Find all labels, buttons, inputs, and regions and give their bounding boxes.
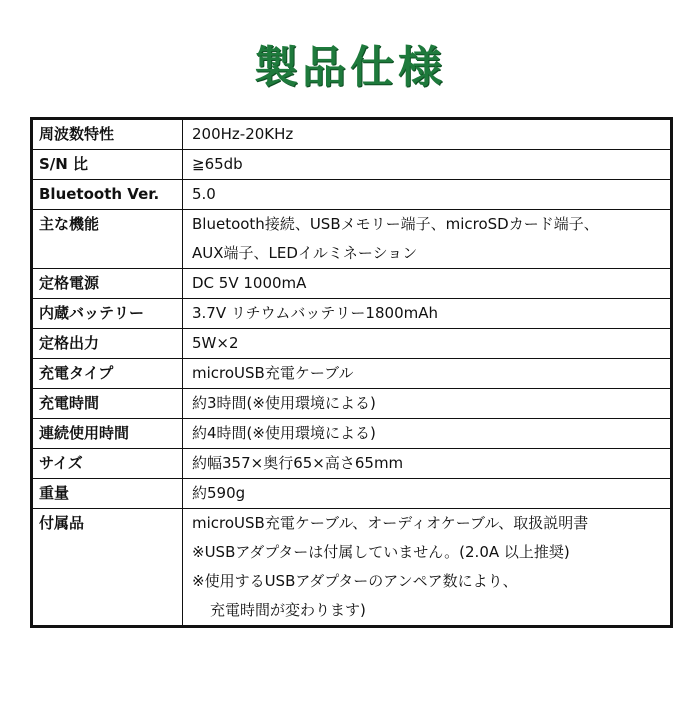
page-title: 製品仕様 <box>254 42 446 93</box>
spec-label: 充電タイプ <box>32 359 183 389</box>
spec-row-sn-ratio <box>32 150 672 180</box>
spec-label: 内蔵バッテリー <box>32 299 183 329</box>
spec-row-bluetooth <box>32 180 672 210</box>
spec-value: 約3時間(※使用環境による) <box>183 389 672 419</box>
spec-value: DC 5V 1000mA <box>183 269 672 299</box>
spec-row-size <box>32 449 672 479</box>
spec-value: ≧65db <box>183 150 672 180</box>
spec-label: サイズ <box>32 449 183 479</box>
spec-value: 3.7V リチウムバッテリー1800mAh <box>183 299 672 329</box>
spec-row-output <box>32 329 672 359</box>
spec-row-usage-time <box>32 419 672 449</box>
spec-label: 周波数特性 <box>32 119 183 150</box>
spec-value: 約幅357×奥行65×高さ65mm <box>183 449 672 479</box>
spec-row-accessories <box>32 509 672 627</box>
spec-value: microUSB充電ケーブル <box>183 359 672 389</box>
spec-value: 約590g <box>183 479 672 509</box>
spec-label: 主な機能 <box>32 210 183 269</box>
spec-row-weight <box>32 479 672 509</box>
spec-row-battery <box>32 299 672 329</box>
spec-label: 付属品 <box>32 509 183 627</box>
spec-value: 5.0 <box>183 180 672 210</box>
spec-label: 連続使用時間 <box>32 419 183 449</box>
spec-row-frequency <box>32 119 672 150</box>
spec-label: S/N 比 <box>32 150 183 180</box>
spec-value: 200Hz-20KHz <box>183 119 672 150</box>
spec-row-charge-type <box>32 359 672 389</box>
spec-value: 5W×2 <box>183 329 672 359</box>
spec-value: 約4時間(※使用環境による) <box>183 419 672 449</box>
spec-label: 重量 <box>32 479 183 509</box>
spec-label: Bluetooth Ver. <box>32 180 183 210</box>
spec-label: 定格電源 <box>32 269 183 299</box>
spec-row-power <box>32 269 672 299</box>
spec-value: microUSB充電ケーブル、オーディオケーブル、取扱説明書 ※USBアダプターは付属していません。(2.0A 以上推奨) ※使用するUSBアダプターのアンペア数により、 充電時間が変わります) <box>183 509 672 627</box>
spec-row-charge-time <box>32 389 672 419</box>
spec-label: 定格出力 <box>32 329 183 359</box>
spec-label: 充電時間 <box>32 389 183 419</box>
spec-table <box>30 117 673 628</box>
spec-row-functions <box>32 210 672 269</box>
spec-value: Bluetooth接続、USBメモリー端子、microSDカード端子、 AUX端子、LEDイルミネーション <box>183 210 672 269</box>
